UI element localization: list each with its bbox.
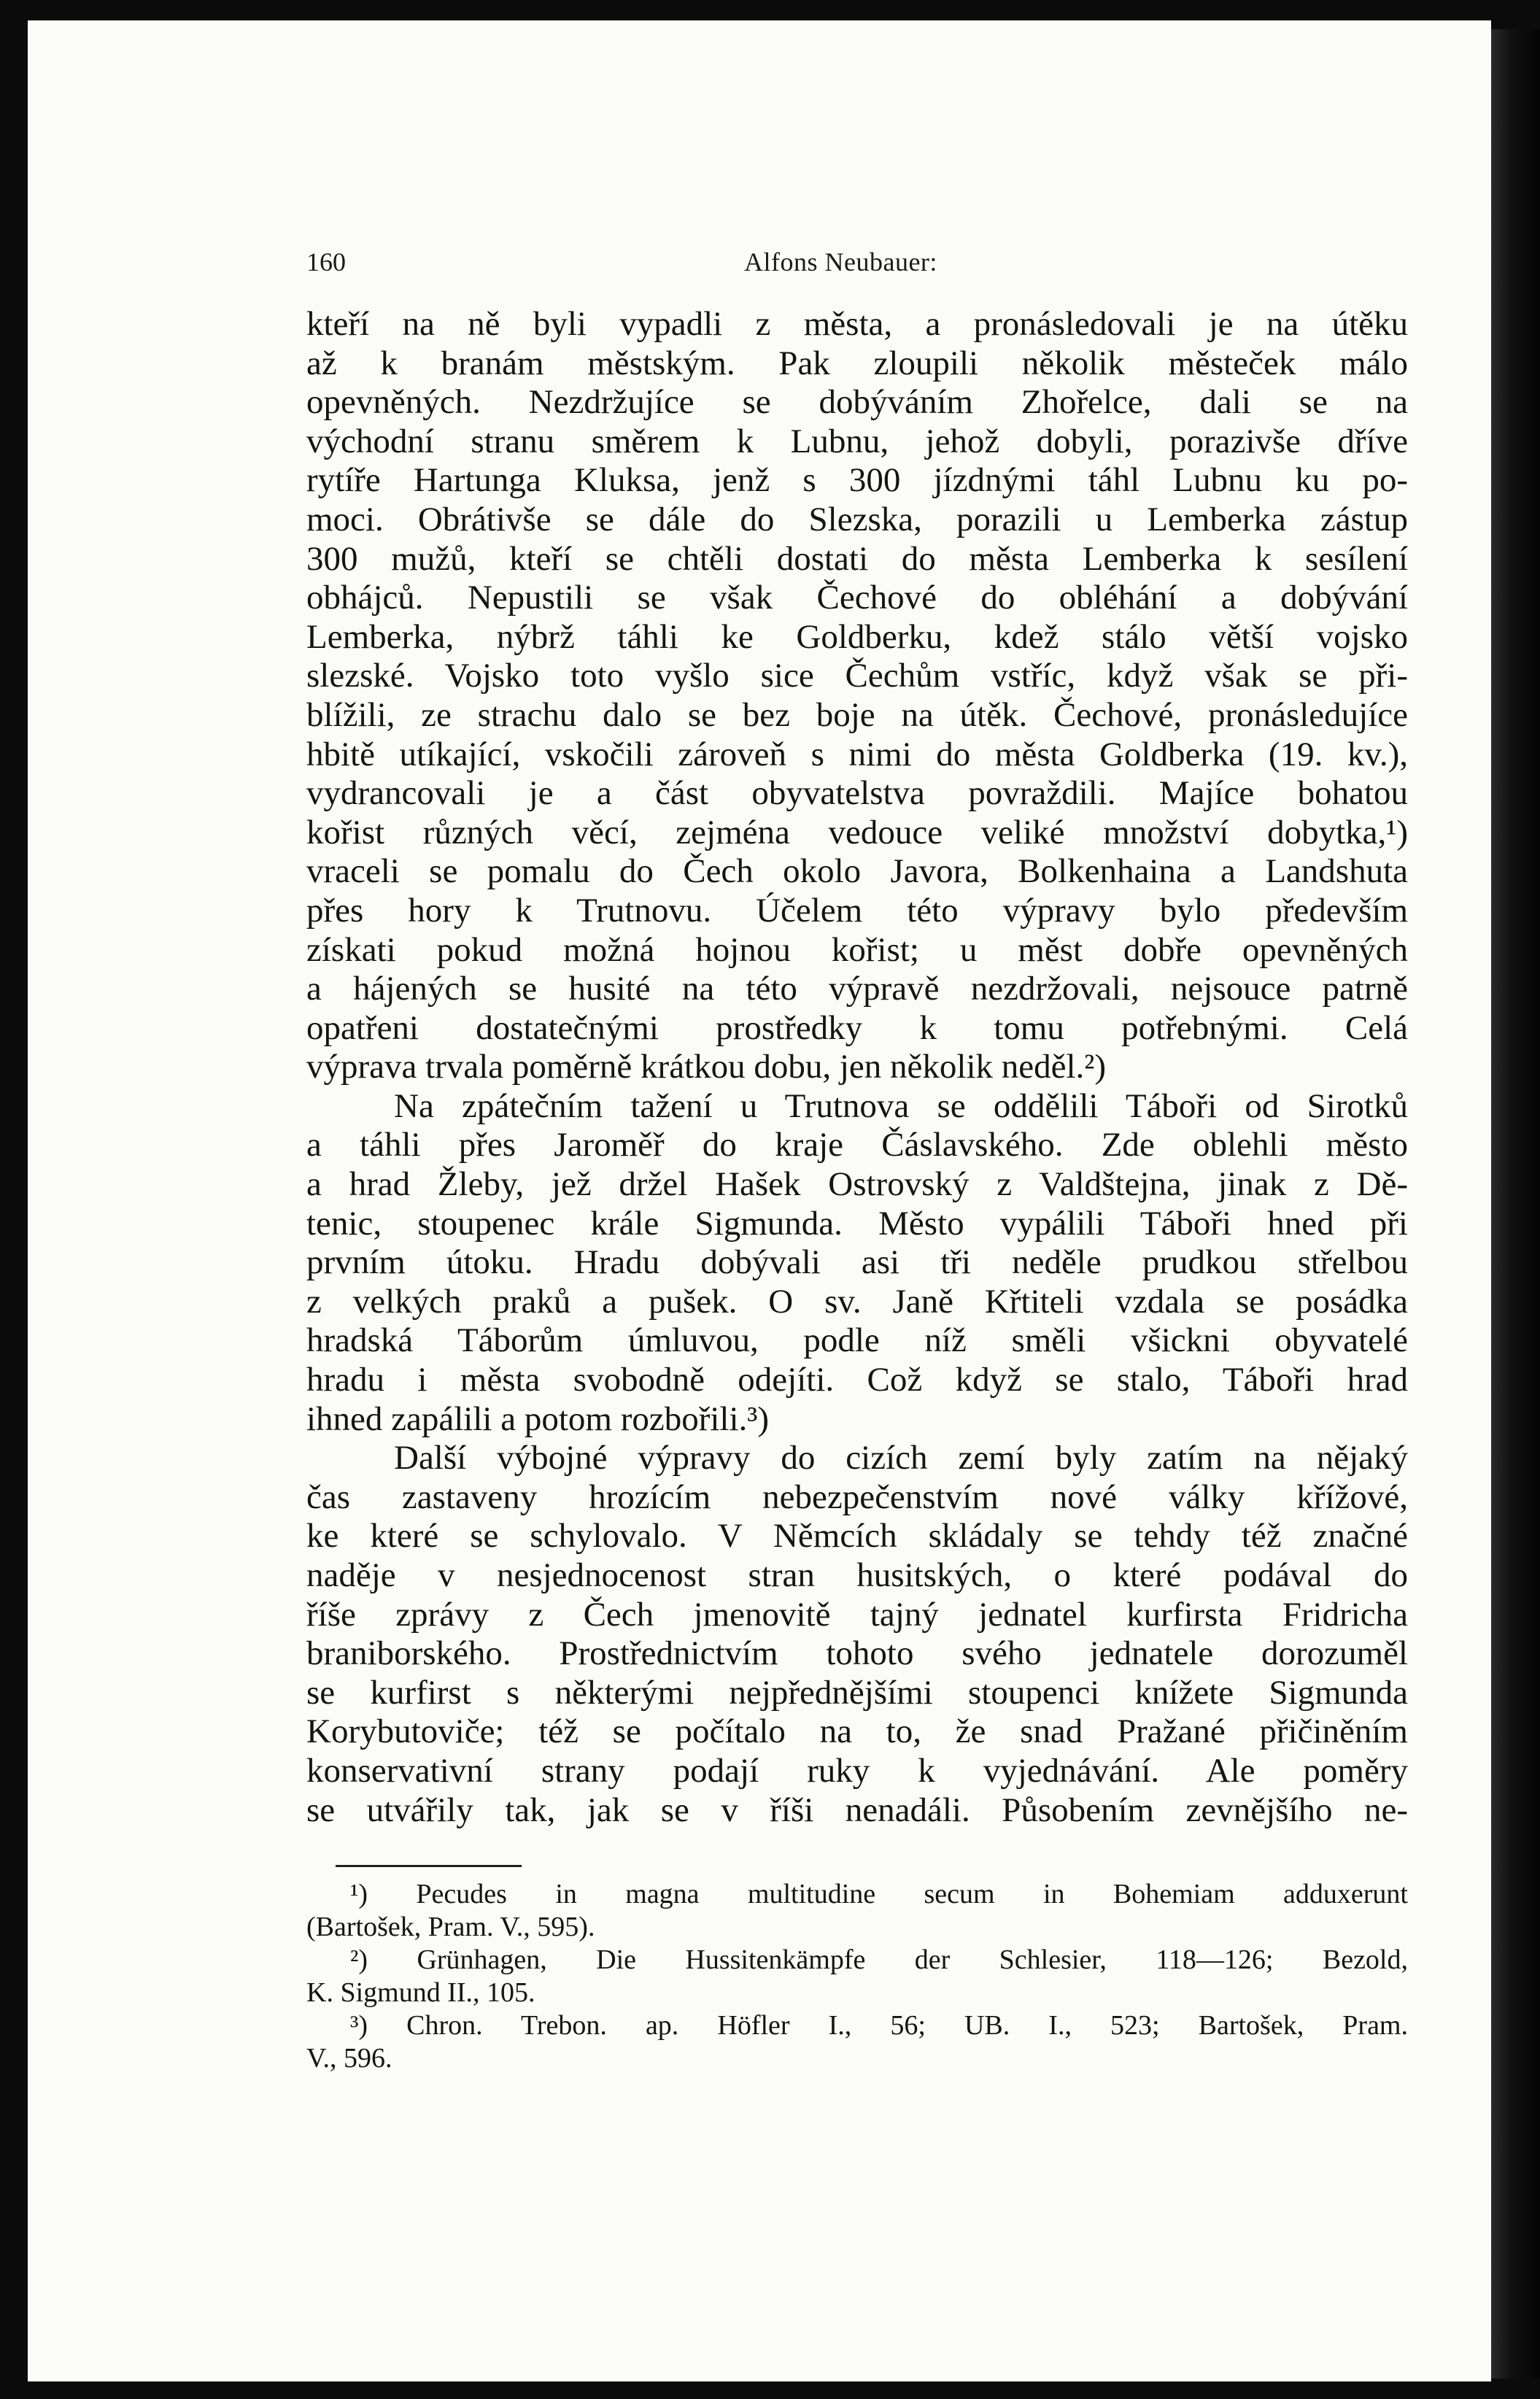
text-line: braniborského. Prostřednictvím tohoto svého jednatele dorozuměl [306, 1634, 1408, 1673]
text-line: 300 mužů, kteří se chtěli dostati do města Lemberka k sesílení [306, 539, 1408, 578]
text-line: se kurfirst s některými nejpřednějšími stoupenci knížete Sigmunda [306, 1673, 1408, 1712]
text-line: obhájců. Nepustili se však Čechové do obléhání a dobývání [306, 579, 1408, 617]
text-line: a hájených se husité na této výpravě nezdržovali, nejsouce patrně [306, 970, 1408, 1008]
page-header [306, 247, 1408, 283]
text-line: prvním útoku. Hradu dobývali asi tři neděle prudkou střelbou [306, 1243, 1408, 1282]
text-line: ihned zapálili a potom rozbořili.³) [306, 1399, 770, 1438]
text-line: se utvářily tak, jak se v říši nenadáli. Působením zevnějšího ne- [306, 1790, 1408, 1829]
text-line: blížili, ze strachu dalo se bez boje na útěk. Čechové, pronásledujíce [306, 695, 1408, 734]
text-line: říše zprávy z Čech jmenovitě tajný jednatel kurfirsta Fridricha [306, 1595, 1408, 1634]
text-line: rytíře Hartunga Kluksa, jenž s 300 jízdnými táhl Lubnu ku po- [306, 461, 1408, 500]
text-line: a táhli přes Jaroměř do kraje Čáslavského. Zde oblehli město [306, 1126, 1408, 1164]
text-line: slezské. Vojsko toto vyšlo sice Čechům vstříc, když však se při- [306, 657, 1408, 695]
text-line: vydrancovali je a část obyvatelstva povraždili. Majíce bohatou [306, 774, 1408, 813]
footnote-2-continued: K. Sigmund II., 105. [306, 1977, 535, 2008]
footnote-1: ¹) Pecudes in magna multitudine secum in Bohemiam adduxerunt [350, 1879, 1408, 1909]
text-line: hbitě utíkající, vskočili zároveň s nimi do města Goldberka (19. kv.), [306, 735, 1408, 773]
text-line: kteří na ně byli vypadli z města, a pronásledovali je na útěku [306, 305, 1408, 343]
body-text [306, 305, 1408, 1830]
paragraph-start-line: Na zpátečním tažení u Trutnova se oddělili Táboři od Sirotků [394, 1086, 1408, 1125]
text-line: přes hory k Trutnovu. Účelem této výpravy bylo především [306, 891, 1408, 930]
text-line: opatřeni dostatečnými prostředky k tomu potřebnými. Celá [306, 1008, 1408, 1047]
page-number: 160 [306, 247, 346, 277]
text-line: hradu i města svobodně odejíti. Což když se stalo, Táboři hrad [306, 1361, 1408, 1399]
text-line: kořist různých věcí, zejména vedouce veliké množství dobytka,¹) [306, 813, 1408, 851]
text-line: moci. Obrátivše se dále do Slezska, porazili u Lemberka zástup [306, 500, 1408, 538]
text-line: Korybutoviče; též se počítalo na to, že snad Pražané přičiněním [306, 1712, 1408, 1751]
text-line: výprava trvala poměrně krátkou dobu, jen několik neděl.²) [306, 1048, 1107, 1086]
text-line: hradská Táborům úmluvou, podle níž směli všicknі obyvatelé [306, 1321, 1408, 1360]
footnotes [306, 1878, 1408, 2075]
text-line: konservativní strany podají ruky k vyjednávání. Ale poměry [306, 1751, 1408, 1790]
text-line: čas zastaveny hrozícím nebezpečenstvím nové války křížové, [306, 1477, 1408, 1516]
footnote-3: ³) Chron. Trebon. ap. Höfler I., 56; UB. I., 523; Bartošek, Pram. [350, 2010, 1408, 2041]
text-line: naděje v nesjednocenost stran husitských, o které podával do [306, 1556, 1408, 1594]
footnote-1-continued: (Bartošek, Pram. V., 595). [306, 1912, 595, 1942]
footnote-2: ²) Grünhagen, Die Hussitenkämpfe der Schlesier, 118—126; Bezold, [350, 1944, 1408, 1975]
text-line: z velkých praků a pušek. O sv. Janě Křtiteli vzdala se posádka [306, 1282, 1408, 1321]
text-line: vraceli se pomalu do Čech okolo Javora, Bolkenhaina a Landshuta [306, 852, 1408, 891]
running-head: Alfons Neubauer: [744, 247, 937, 277]
text-line: ke které se schylovalo. V Němcích skládaly se tehdy též značné [306, 1517, 1408, 1556]
text-line: získati pokud možná hojnou kořist; u měst dobře opevněných [306, 930, 1408, 969]
footnote-separator [336, 1865, 522, 1867]
paragraph-start-line: Další výbojné výpravy do cizích zemí byly zatím na nějaký [394, 1439, 1408, 1477]
text-line: a hrad Žleby, jež držel Hašek Ostrovský z Valdštejna, jinak z Dě- [306, 1165, 1408, 1204]
text-line: Lemberka, nýbrž táhli ke Goldberku, kdež stálo větší vojsko [306, 617, 1408, 656]
text-line: opevněných. Nezdržujíce se dobýváním Zhořelce, dali se na [306, 383, 1408, 422]
text-line: až k branám městským. Pak zloupili několik městeček málo [306, 344, 1408, 382]
text-line: východní stranu směrem k Lubnu, jehož dobyli, porazivše dříve [306, 422, 1408, 460]
text-line: tenic, stoupenec krále Sigmunda. Město vypálili Táboři hned při [306, 1204, 1408, 1243]
footnote-3-continued: V., 596. [306, 2043, 392, 2074]
page-edge-shadow [1491, 29, 1540, 2379]
